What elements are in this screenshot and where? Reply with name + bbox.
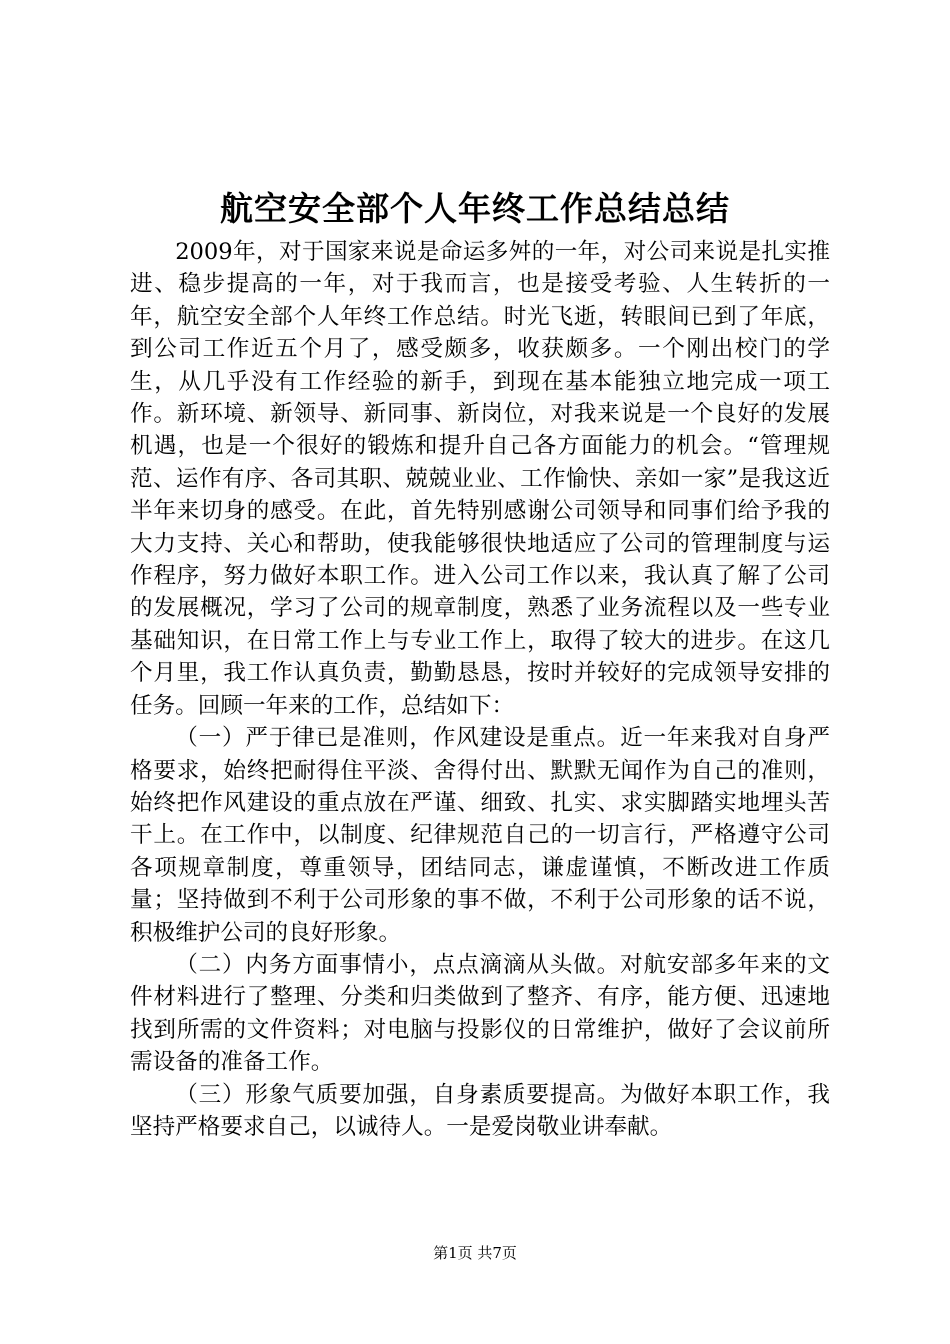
paragraph-intro: 2009年，对于国家来说是命运多舛的一年，对公司来说是扎实推进、稳步提高的一年，对于我而言，也是接受考验、人生转折的一年，航空安全部个人年终工作总结。时光飞逝，转眼间已到了年底，到公司工作近五个月了，感受颇多，收获颇多。一个刚出校门的学生，从几乎没有工作经验的新手，到现在基本能独立地完成一项工作。新环境、新领导、新同事、新岗位，对我来说是一个良好的发展机遇，也是一个很好的锻炼和提升自己各方面能力的机会。“管理规范、运作有序、各司其职、兢兢业业、工作愉快、亲如一家”是我这近半年来切身的感受。在此，首先特别感谢公司领导和同事们给予我的大力支持、关心和帮助，使我能够很快地适应了公司的管理制度与运作程序，努力做好本职工作。进入公司工作以来，我认真了解了公司的发展概况，学习了公司的规章制度，熟悉了业务流程以及一些专业基础知识，在日常工作上与专业工作上，取得了较大的进步。在这几个月里，我工作认真负责，勤勤恳恳，按时并较好的完成领导安排的任务。回顾一年来的工作，总结如下： bbox=[130, 239, 830, 719]
document-title: 航空安全部个人年终工作总结总结 bbox=[220, 189, 730, 228]
paragraph-section-2: （二）内务方面事情小，点点滴滴从头做。对航安部多年来的文件材料进行了整理、分类和归类做到了整齐、有序，能方便、迅速地找到所需的文件资料；对电脑与投影仪的日常维护，做好了会议前所需设备的准备工作。 bbox=[130, 951, 830, 1076]
page-number-footer: 第1页 共7页 bbox=[433, 1244, 517, 1262]
paragraph-section-1: （一）严于律已是准则，作风建设是重点。近一年来我对自身严格要求，始终把耐得住平淡、舍得付出、默默无闻作为自己的准则，始终把作风建设的重点放在严谨、细致、扎实、求实脚踏实地埋头苦干上。在工作中，以制度、纪律规范自己的一切言行，严格遵守公司各项规章制度，尊重领导，团结同志，谦虚谨慎，不断改进工作质量；坚持做到不利于公司形象的事不做，不利于公司形象的话不说，积极维护公司的良好形象。 bbox=[130, 725, 830, 946]
document-body bbox=[130, 236, 830, 1143]
paragraph-section-3: （三）形象气质要加强，自身素质要提高。为做好本职工作，我坚持严格要求自己，以诚待人。一是爱岗敬业讲奉献。 bbox=[130, 1081, 830, 1140]
